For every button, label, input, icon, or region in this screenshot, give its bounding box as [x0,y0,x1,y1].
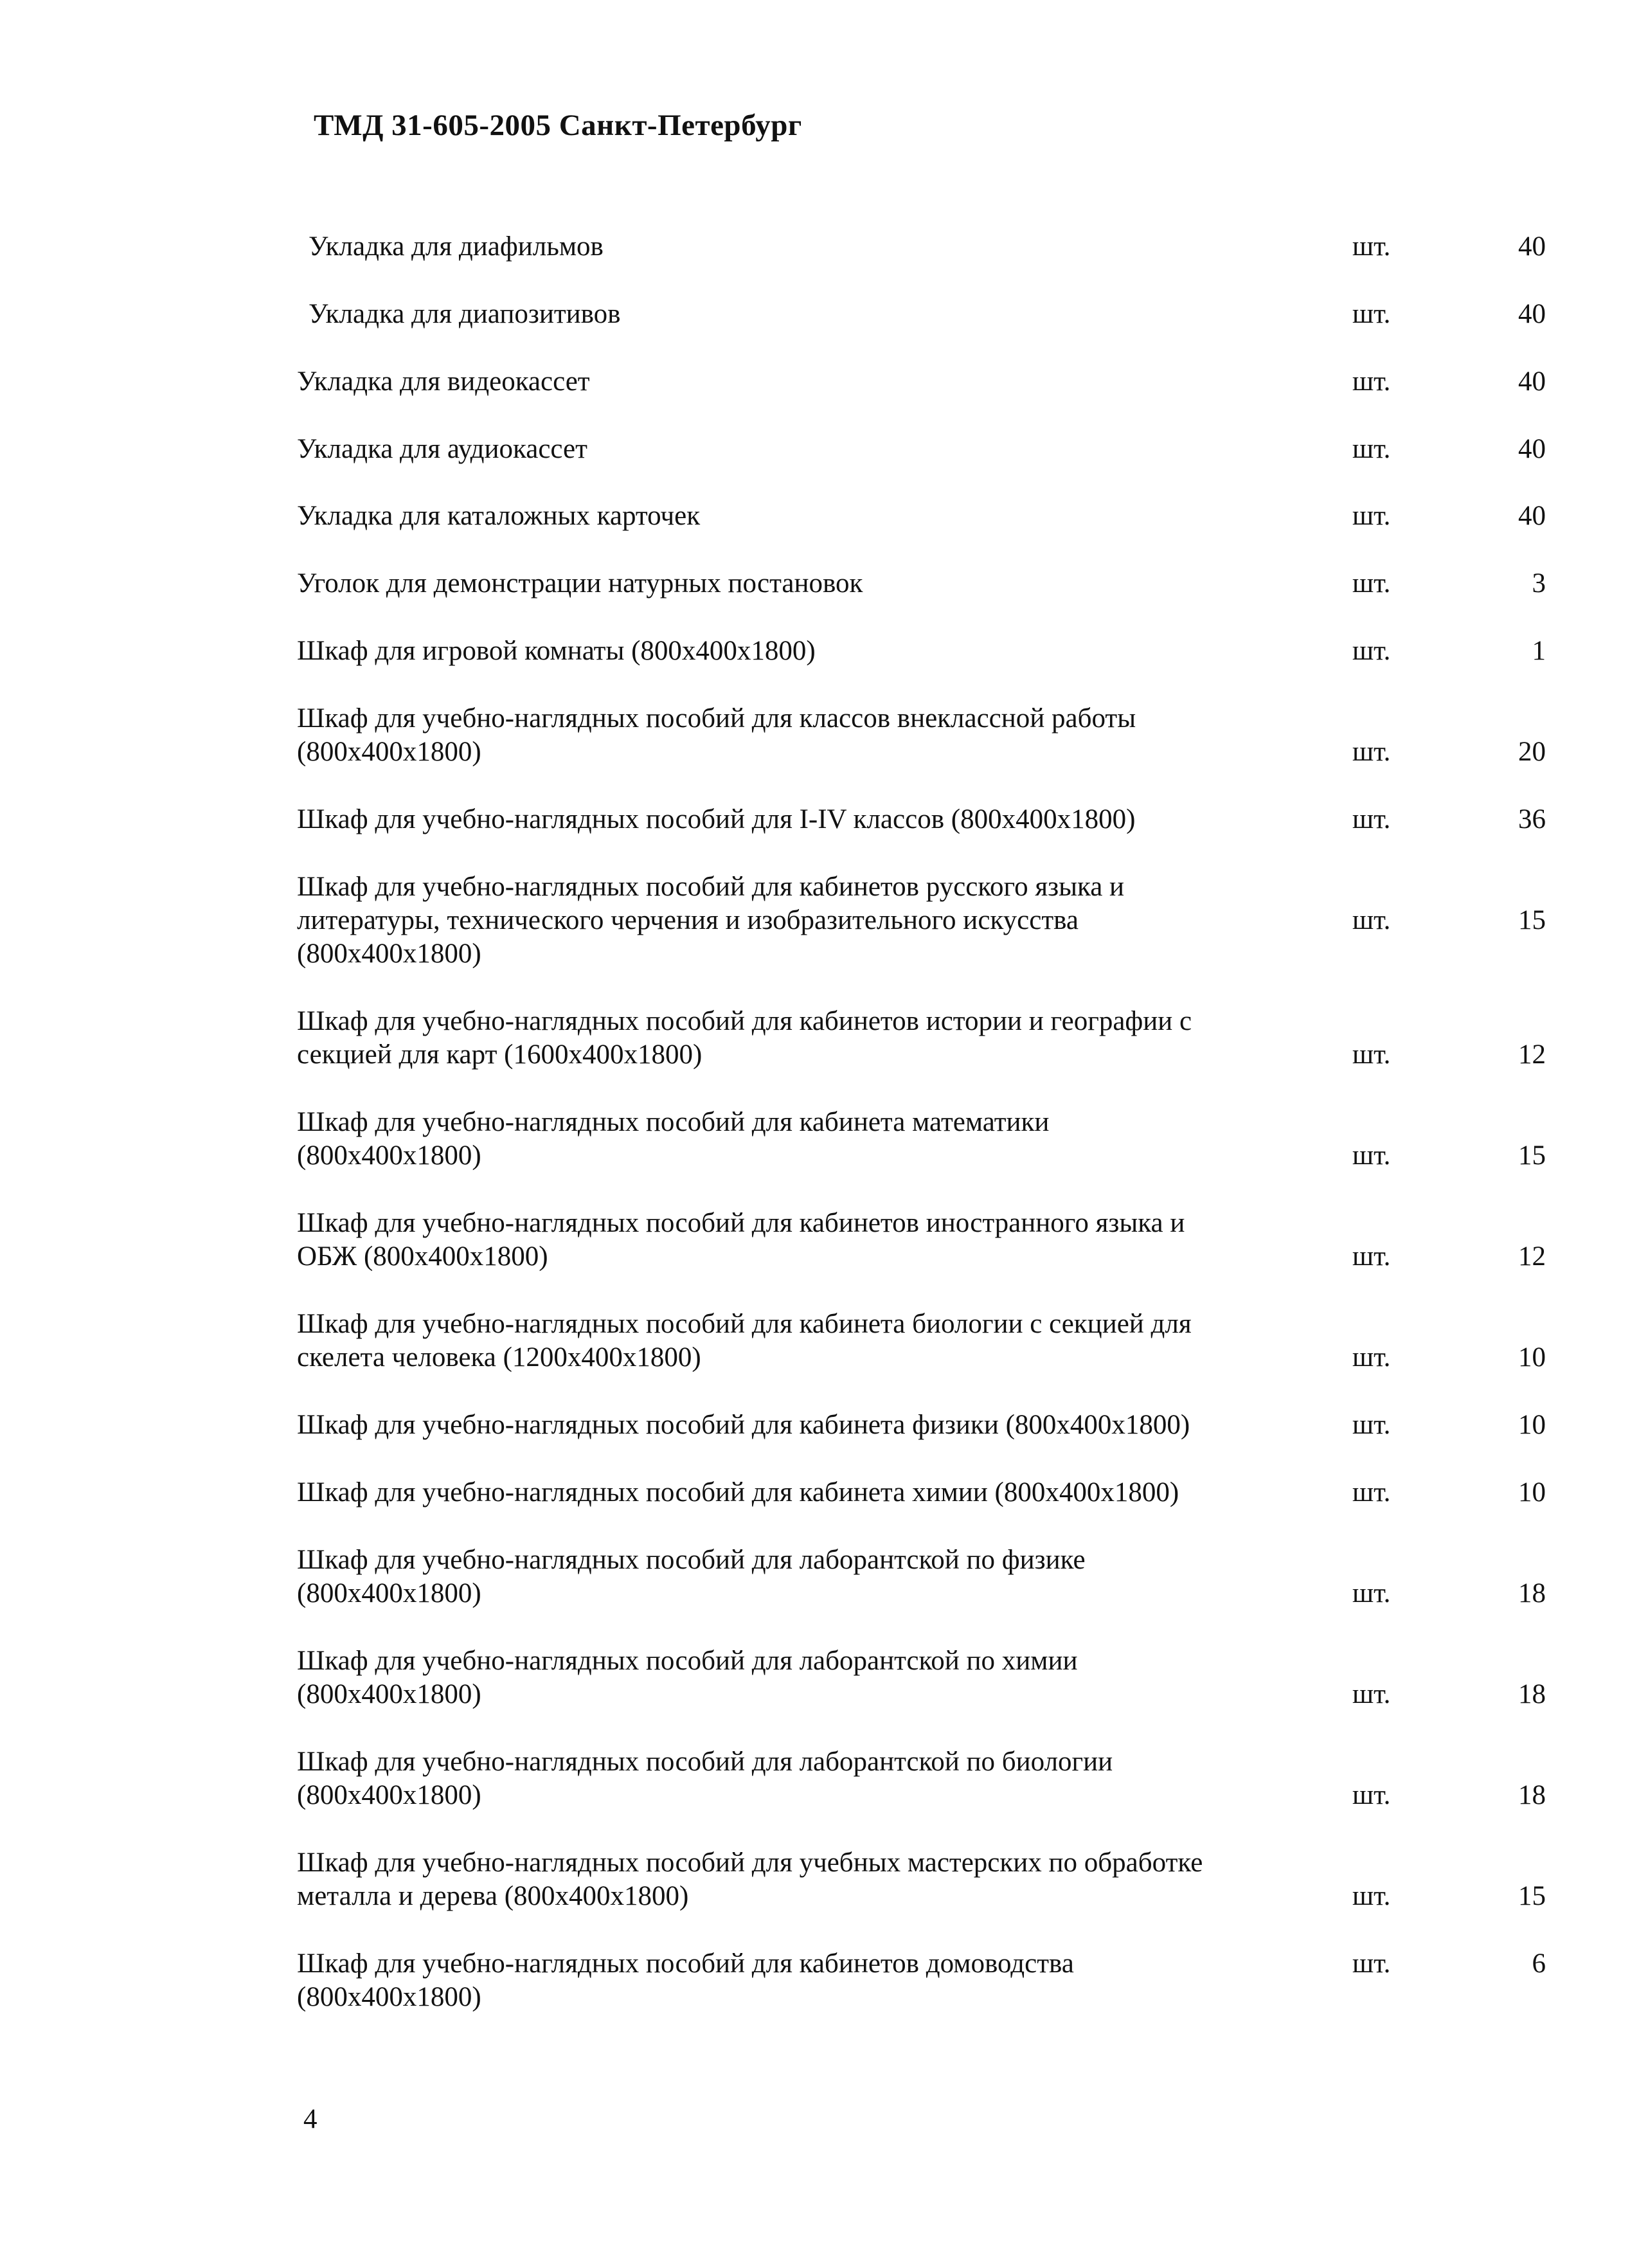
item-unit: шт. [1352,1040,1391,1070]
item-name: Укладка для диапозитивов [309,299,621,329]
item-unit: шт. [1352,1140,1391,1171]
item-quantity: 40 [1518,231,1546,262]
item-unit: шт. [1352,804,1391,834]
item-name: Шкаф для учебно-наглядных пособий для кабинета математики (800x400x1800) [297,1107,1050,1171]
item-name: Шкаф для учебно-наглядных пособий для кабинета биологии с секцией для скелета человека (1200x400x1800) [297,1309,1192,1372]
item-quantity: 20 [1518,737,1546,767]
item-unit: шт. [1352,299,1391,329]
item-unit: шт. [1352,1679,1391,1709]
item-name: Шкаф для учебно-наглядных пособий для кабинетов иностранного языка и ОБЖ (800x400x1800) [297,1208,1185,1272]
item-unit: шт. [1352,1342,1391,1372]
item-name: Шкаф для учебно-наглядных пособий для учебных мастерских по обработке металла и дерева (800x400x1800) [297,1848,1203,1911]
item-quantity: 10 [1518,1410,1546,1440]
item-quantity: 40 [1518,434,1546,464]
item-unit: шт. [1352,737,1391,767]
item-name: Укладка для аудиокассет [297,434,587,464]
item-unit: шт. [1352,1881,1391,1911]
item-name: Шкаф для учебно-наглядных пособий для кабинетов истории и географии с секцией для карт (1600x400x1800) [297,1006,1192,1070]
item-quantity: 10 [1518,1342,1546,1372]
item-name: Шкаф для учебно-наглядных пособий для классов внеклассной работы (800x400x1800) [297,703,1136,767]
item-name: Шкаф для игровой комнаты (800x400x1800) [297,636,816,666]
item-unit: шт. [1352,434,1391,464]
item-name: Шкаф для учебно-наглядных пособий для кабинета физики (800x400x1800) [297,1410,1190,1440]
document-header-title: ТМД 31-605-2005 Санкт-Петербург [314,109,802,142]
item-name: Шкаф для учебно-наглядных пособий для кабинетов русского языка и литературы, технического черчения и изобразительного искусства (800x400x1800) [297,872,1125,969]
item-unit: шт. [1352,366,1391,397]
item-name: Укладка для видеокассет [297,366,590,397]
item-unit: шт. [1352,636,1391,666]
item-quantity: 40 [1518,501,1546,531]
item-quantity: 1 [1532,636,1546,666]
item-quantity: 40 [1518,299,1546,329]
item-name: Шкаф для учебно-наглядных пособий для I-IV классов (800x400x1800) [297,804,1136,834]
item-unit: шт. [1352,568,1391,598]
item-quantity: 6 [1532,1949,1546,1979]
item-name: Шкаф для учебно-наглядных пособий для кабинетов домоводства (800x400x1800) [297,1949,1074,2012]
item-unit: шт. [1352,1477,1391,1508]
item-quantity: 18 [1518,1578,1546,1608]
item-unit: шт. [1352,1241,1391,1272]
item-name: Шкаф для учебно-наглядных пособий для лаборантской по биологии (800x400x1800) [297,1747,1113,1810]
item-quantity: 15 [1518,905,1546,935]
item-quantity: 36 [1518,804,1546,834]
item-unit: шт. [1352,231,1391,262]
item-quantity: 10 [1518,1477,1546,1508]
item-unit: шт. [1352,1780,1391,1810]
item-name: Шкаф для учебно-наглядных пособий для кабинета химии (800x400x1800) [297,1477,1179,1508]
item-name: Шкаф для учебно-наглядных пособий для лаборантской по физике (800x400x1800) [297,1545,1086,1608]
item-quantity: 15 [1518,1881,1546,1911]
item-unit: шт. [1352,501,1391,531]
item-unit: шт. [1352,905,1391,935]
item-quantity: 18 [1518,1780,1546,1810]
item-unit: шт. [1352,1410,1391,1440]
item-quantity: 3 [1532,568,1546,598]
item-name: Шкаф для учебно-наглядных пособий для лаборантской по химии (800x400x1800) [297,1646,1078,1709]
item-name: Укладка для каталожных карточек [297,501,701,531]
item-quantity: 40 [1518,366,1546,397]
item-unit: шт. [1352,1578,1391,1608]
item-name: Уголок для демонстрации натурных постановок [297,568,863,598]
item-quantity: 18 [1518,1679,1546,1709]
item-name: Укладка для диафильмов [309,231,604,262]
item-quantity: 15 [1518,1140,1546,1171]
page-number: 4 [303,2104,318,2134]
item-quantity: 12 [1518,1241,1546,1272]
item-unit: шт. [1352,1949,1391,1979]
item-quantity: 12 [1518,1040,1546,1070]
